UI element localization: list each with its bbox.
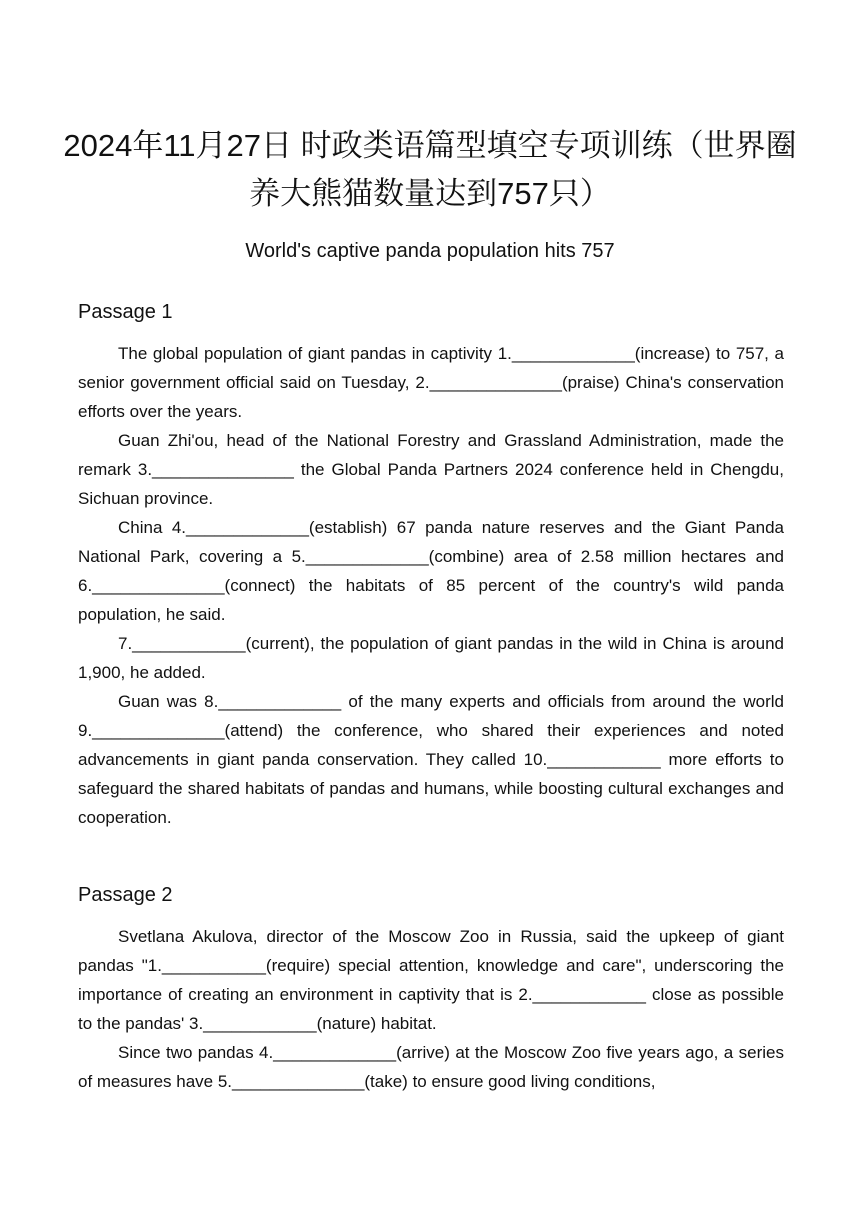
- passage-1-body: [78, 339, 784, 832]
- passage-2-paragraph-2: Since two pandas 4._____________(arrive) at the Moscow Zoo five years ago, a series of measures have 5.______________(take) to ensure good living conditions,: [78, 1043, 784, 1091]
- document-title: 2024年11月27日 时政类语篇型填空专项训练（世界圈养大熊猫数量达到757只）: [63, 128, 797, 211]
- passage-1-paragraph-2: Guan Zhi'ou, head of the National Forestry and Grassland Administration, made the remark 3._______________ the Global Panda Partners 2024 conference held in Chengdu, Sichuan province.: [78, 431, 784, 508]
- document-subtitle: World's captive panda population hits 757: [245, 240, 615, 262]
- passage-2-heading: Passage 2: [78, 884, 173, 906]
- passage-2-paragraph-1: Svetlana Akulova, director of the Moscow Zoo in Russia, said the upkeep of giant pandas "1.___________(require) special attention, knowledge and care", underscoring the importance of creating an environment in captivity that is 2.____________ close as possible to the pandas' 3.____________(nature) habitat.: [78, 927, 784, 1033]
- passage-1-heading: Passage 1: [78, 301, 173, 323]
- passage-1-paragraph-1: The global population of giant pandas in captivity 1._____________(increase) to 757, a senior government official said on Tuesday, 2.______________(praise) China's conservation efforts over the years.: [78, 344, 784, 421]
- passage-1-paragraph-5: Guan was 8._____________ of the many experts and officials from around the world 9.______________(attend) the conference, who shared their experiences and noted advancements in giant panda conservation. They called 10.____________ more efforts to safeguard the shared habitats of pandas and humans, while boosting cultural exchanges and cooperation.: [78, 692, 784, 827]
- passage-1-paragraph-4: 7.____________(current), the population of giant pandas in the wild in China is around 1,900, he added.: [78, 634, 784, 682]
- passage-1-paragraph-3: China 4._____________(establish) 67 panda nature reserves and the Giant Panda National Park, covering a 5._____________(combine) area of 2.58 million hectares and 6.______________(connect) the habitats of 85 percent of the country's wild panda population, he said.: [78, 518, 784, 624]
- passage-2-body: [78, 922, 784, 1096]
